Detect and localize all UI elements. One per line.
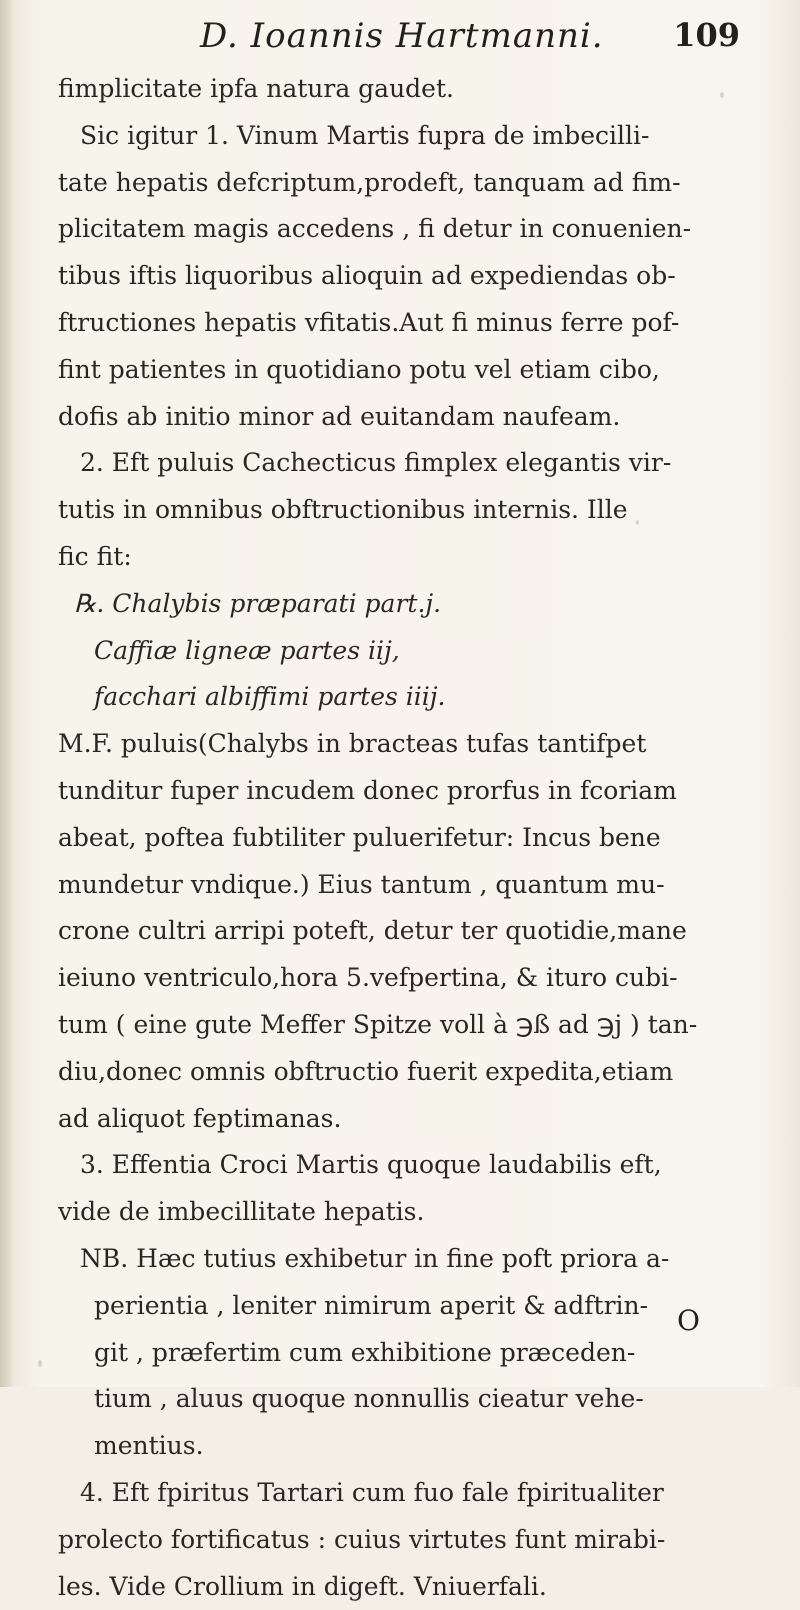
text-line: tium , aluus quoque nonnullis cieatur vehe- xyxy=(58,1376,758,1423)
page-number: 109 xyxy=(673,16,740,54)
recipe-line: Caffiæ ligneæ partes iij, xyxy=(58,628,758,675)
text-line: 4. Eft fpiritus Tartari cum fuo fale fpiritualiter xyxy=(58,1470,758,1517)
running-head: D. Ioannis Hartmanni. xyxy=(200,16,604,56)
page-header xyxy=(60,14,750,64)
text-line: fimplicitate ipfa natura gaudet. xyxy=(58,66,758,113)
text-line: fint patientes in quotidiano potu vel etiam cibo, xyxy=(58,347,758,394)
text-line: dofis ab initio minor ad euitandam naufeam. xyxy=(58,394,758,441)
text-line: ad aliquot feptimanas. xyxy=(58,1096,758,1143)
text-line: tutis in omnibus obftructionibus internis. Ille xyxy=(58,487,758,534)
text-line: tunditur fuper incudem donec prorfus in fcoriam xyxy=(58,768,758,815)
recipe-line: ℞. Chalybis præparati part.j. xyxy=(58,581,758,628)
text-line: ieiuno ventriculo,hora 5.vefpertina, & ituro cubi- xyxy=(58,955,758,1002)
text-line: mentius. xyxy=(58,1423,758,1470)
text-line: NB. Hæc tutius exhibetur in fine poft priora a- xyxy=(58,1236,758,1283)
page-body-text xyxy=(58,66,758,1610)
recipe-line: facchari albiffimi partes iiij. xyxy=(58,674,758,721)
text-line: perientia , leniter nimirum aperit & adftrin- xyxy=(58,1283,758,1330)
paper-speck xyxy=(636,520,639,525)
text-line: prolecto fortificatus : cuius virtutes funt mirabi- xyxy=(58,1517,758,1564)
text-line: les. Vide Crollium in digeft. Vniuerfali. xyxy=(58,1564,758,1610)
text-line: git , præfertim cum exhibitione præceden- xyxy=(58,1330,758,1377)
text-line: fic fit: xyxy=(58,534,758,581)
text-line: mundetur vndique.) Eius tantum , quantum mu- xyxy=(58,862,758,909)
paper-speck xyxy=(38,1360,42,1367)
text-line: tibus iftis liquoribus alioquin ad expediendas ob- xyxy=(58,253,758,300)
text-line: vide de imbecillitate hepatis. xyxy=(58,1189,758,1236)
page-gutter-shadow xyxy=(0,0,14,1387)
text-line: plicitatem magis accedens , fi detur in conuenien- xyxy=(58,206,758,253)
text-line: ftructiones hepatis vfitatis.Aut fi minus ferre pof- xyxy=(58,300,758,347)
text-line: diu,donec omnis obftructio fuerit expedita,etiam xyxy=(58,1049,758,1096)
catchword: O xyxy=(677,1304,700,1337)
text-line: crone cultri arripi poteft, detur ter quotidie,mane xyxy=(58,908,758,955)
text-line: tate hepatis defcriptum,prodeft, tanquam ad fim- xyxy=(58,160,758,207)
text-line: 2. Eft puluis Cachecticus fimplex elegantis vir- xyxy=(58,440,758,487)
text-line: Sic igitur 1. Vinum Martis fupra de imbecilli- xyxy=(58,113,758,160)
text-line: abeat, poftea fubtiliter puluerifetur: Incus bene xyxy=(58,815,758,862)
paper-speck xyxy=(720,92,724,98)
text-line: 3. Effentia Croci Martis quoque laudabilis eft, xyxy=(58,1142,758,1189)
text-line: tum ( eine gute Meffer Spitze voll à ℈ß ad ℈j ) tan- xyxy=(58,1002,758,1049)
text-line: M.F. puluis(Chalybs in bracteas tufas tantifpet xyxy=(58,721,758,768)
